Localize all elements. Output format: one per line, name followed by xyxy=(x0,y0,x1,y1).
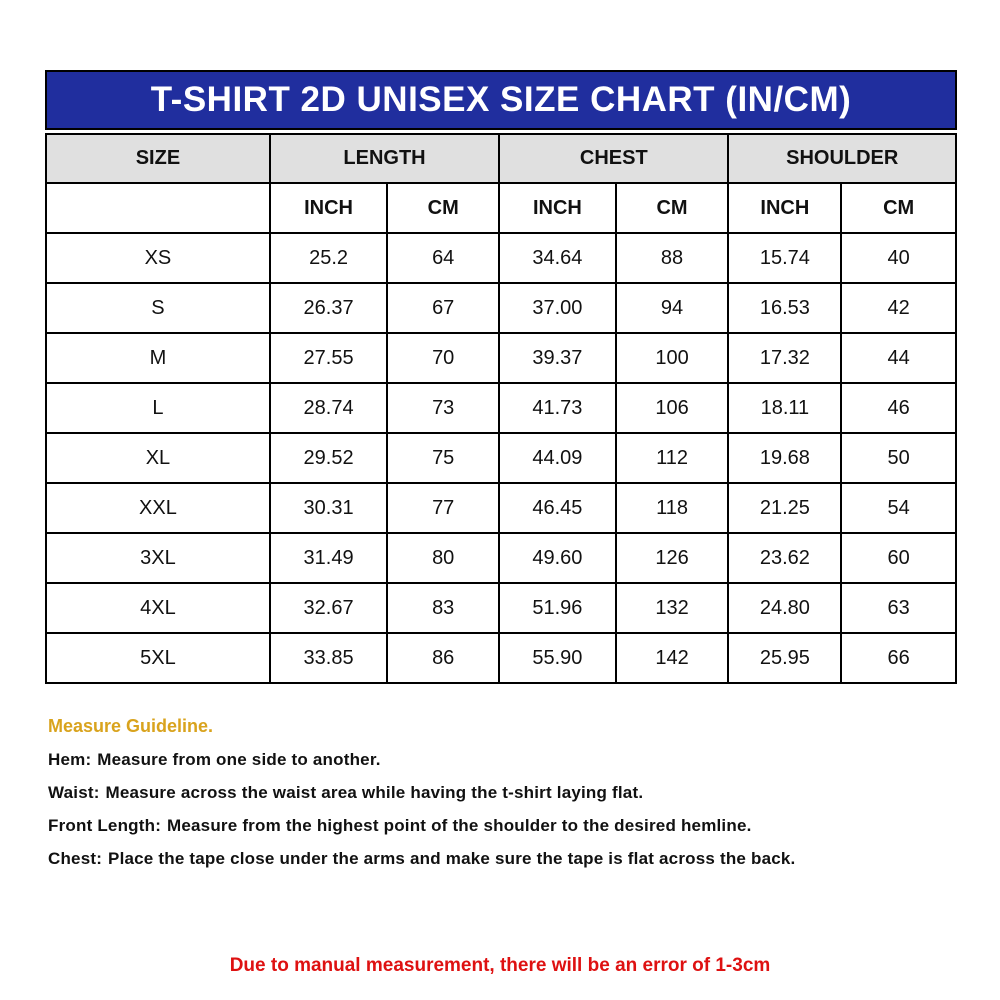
table-row xyxy=(46,483,956,533)
guideline-text: Measure across the waist area while having the t-shirt laying flat. xyxy=(105,783,644,802)
guideline-item-hem xyxy=(48,750,958,770)
size-cell: 3XL xyxy=(46,533,270,583)
size-cell: L xyxy=(46,383,270,433)
value-cell: 44 xyxy=(841,333,956,383)
table-row xyxy=(46,333,956,383)
unit-header-blank xyxy=(46,183,270,233)
value-cell: 86 xyxy=(387,633,499,683)
value-cell: 49.60 xyxy=(499,533,615,583)
size-cell: XS xyxy=(46,233,270,283)
value-cell: 39.37 xyxy=(499,333,615,383)
value-cell: 55.90 xyxy=(499,633,615,683)
guideline-item-front-length xyxy=(48,816,958,836)
value-cell: 19.68 xyxy=(728,433,841,483)
value-cell: 44.09 xyxy=(499,433,615,483)
unit-header-chest-cm: CM xyxy=(616,183,729,233)
value-cell: 50 xyxy=(841,433,956,483)
guideline-label: Waist: xyxy=(48,783,100,802)
guideline-label: Front Length: xyxy=(48,816,162,835)
value-cell: 126 xyxy=(616,533,729,583)
value-cell: 24.80 xyxy=(728,583,841,633)
value-cell: 26.37 xyxy=(270,283,387,333)
unit-header-length-cm: CM xyxy=(387,183,499,233)
unit-header-chest-inch: INCH xyxy=(499,183,615,233)
value-cell: 66 xyxy=(841,633,956,683)
size-cell: XXL xyxy=(46,483,270,533)
value-cell: 46.45 xyxy=(499,483,615,533)
guideline-text: Place the tape close under the arms and make sure the tape is flat across the back. xyxy=(108,849,796,868)
table-row xyxy=(46,433,956,483)
value-cell: 33.85 xyxy=(270,633,387,683)
value-cell: 34.64 xyxy=(499,233,615,283)
value-cell: 60 xyxy=(841,533,956,583)
value-cell: 40 xyxy=(841,233,956,283)
unit-header-shoulder-inch: INCH xyxy=(728,183,841,233)
guideline-label: Chest: xyxy=(48,849,103,868)
value-cell: 27.55 xyxy=(270,333,387,383)
table-row xyxy=(46,583,956,633)
value-cell: 77 xyxy=(387,483,499,533)
value-cell: 70 xyxy=(387,333,499,383)
measurement-error-note: Due to manual measurement, there will be an error of 1-3cm xyxy=(229,955,771,976)
column-header-chest: CHEST xyxy=(499,134,728,183)
table-row xyxy=(46,233,956,283)
value-cell: 16.53 xyxy=(728,283,841,333)
chart-title-bar xyxy=(45,70,957,130)
value-cell: 30.31 xyxy=(270,483,387,533)
value-cell: 132 xyxy=(616,583,729,633)
guideline-item-chest xyxy=(48,849,958,869)
size-table xyxy=(45,133,957,684)
value-cell: 142 xyxy=(616,633,729,683)
table-row xyxy=(46,283,956,333)
value-cell: 23.62 xyxy=(728,533,841,583)
guideline-text: Measure from one side to another. xyxy=(97,750,381,769)
guideline-label: Hem: xyxy=(48,750,92,769)
value-cell: 29.52 xyxy=(270,433,387,483)
table-row xyxy=(46,533,956,583)
value-cell: 15.74 xyxy=(728,233,841,283)
guideline-item-waist xyxy=(48,783,958,803)
value-cell: 28.74 xyxy=(270,383,387,433)
value-cell: 112 xyxy=(616,433,729,483)
size-cell: XL xyxy=(46,433,270,483)
value-cell: 75 xyxy=(387,433,499,483)
value-cell: 51.96 xyxy=(499,583,615,633)
value-cell: 31.49 xyxy=(270,533,387,583)
value-cell: 73 xyxy=(387,383,499,433)
table-row xyxy=(46,633,956,683)
value-cell: 106 xyxy=(616,383,729,433)
value-cell: 17.32 xyxy=(728,333,841,383)
value-cell: 63 xyxy=(841,583,956,633)
value-cell: 88 xyxy=(616,233,729,283)
value-cell: 25.95 xyxy=(728,633,841,683)
value-cell: 67 xyxy=(387,283,499,333)
value-cell: 94 xyxy=(616,283,729,333)
value-cell: 54 xyxy=(841,483,956,533)
value-cell: 100 xyxy=(616,333,729,383)
measure-guideline-section xyxy=(48,716,958,882)
value-cell: 64 xyxy=(387,233,499,283)
group-header-row xyxy=(46,134,956,183)
value-cell: 41.73 xyxy=(499,383,615,433)
value-cell: 42 xyxy=(841,283,956,333)
value-cell: 25.2 xyxy=(270,233,387,283)
value-cell: 18.11 xyxy=(728,383,841,433)
guideline-text: Measure from the highest point of the shoulder to the desired hemline. xyxy=(167,816,752,835)
value-cell: 80 xyxy=(387,533,499,583)
value-cell: 32.67 xyxy=(270,583,387,633)
column-header-length: LENGTH xyxy=(270,134,499,183)
unit-header-length-inch: INCH xyxy=(270,183,387,233)
size-chart xyxy=(45,70,957,684)
value-cell: 83 xyxy=(387,583,499,633)
guideline-heading: Measure Guideline. xyxy=(48,716,214,736)
value-cell: 21.25 xyxy=(728,483,841,533)
value-cell: 118 xyxy=(616,483,729,533)
column-header-size: SIZE xyxy=(46,134,270,183)
size-cell: 4XL xyxy=(46,583,270,633)
size-cell: 5XL xyxy=(46,633,270,683)
size-cell: S xyxy=(46,283,270,333)
unit-header-shoulder-cm: CM xyxy=(841,183,956,233)
value-cell: 37.00 xyxy=(499,283,615,333)
chart-title: T-SHIRT 2D UNISEX SIZE CHART (IN/CM) xyxy=(150,80,852,119)
column-header-shoulder: SHOULDER xyxy=(728,134,956,183)
size-cell: M xyxy=(46,333,270,383)
unit-header-row xyxy=(46,183,956,233)
value-cell: 46 xyxy=(841,383,956,433)
table-row xyxy=(46,383,956,433)
